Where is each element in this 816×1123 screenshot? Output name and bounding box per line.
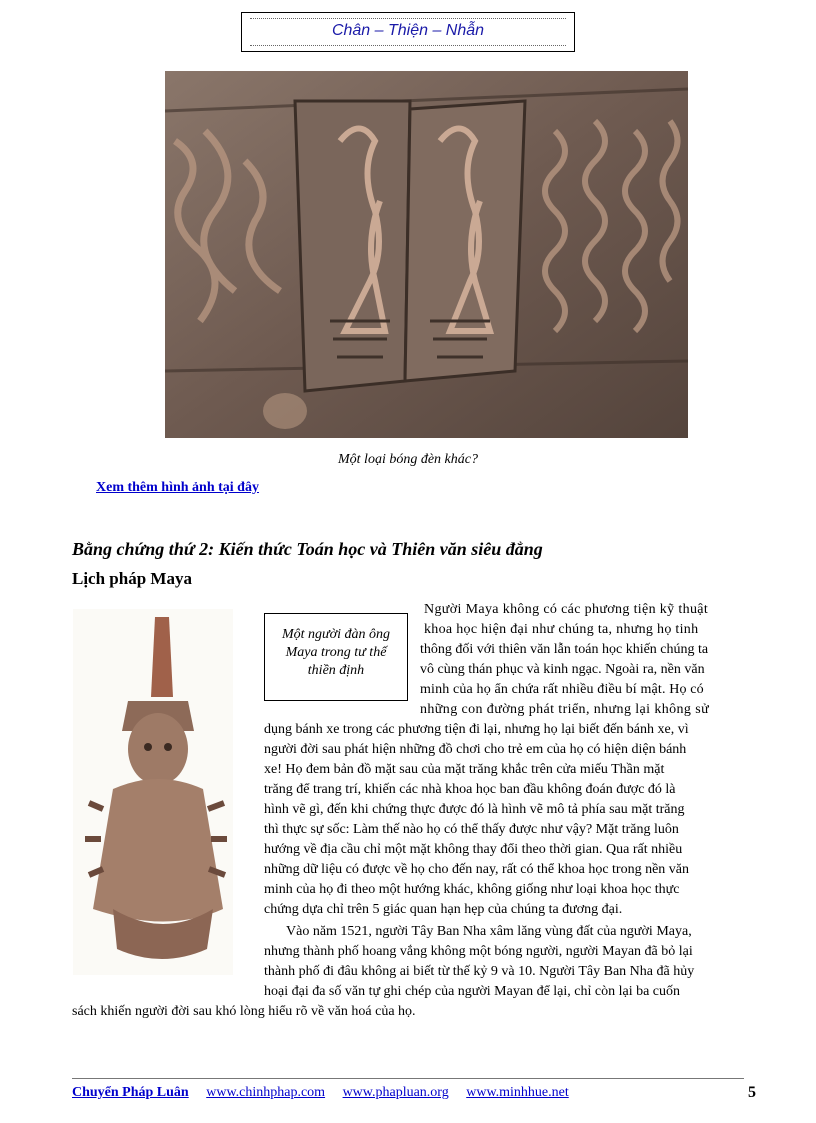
footer-link-minhhue[interactable]: www.minhhue.net <box>466 1085 569 1100</box>
footer-link-phapluan[interactable]: www.phapluan.org <box>342 1085 449 1100</box>
header-title: Chân – Thiện – Nhẫn <box>331 22 485 39</box>
text-line: minh của họ ẩn chứa rất nhiều điều bí mật. Họ có <box>420 682 704 697</box>
text-line: minh của họ đi theo một hướng khác, không giống như loại khoa học thực <box>264 882 680 897</box>
figure-caption: Một loại bóng đèn khác? <box>338 452 478 467</box>
text-line: xe! Họ đem bản đồ mặt sau của mặt trăng khắc trên cửa miếu Thần mặt <box>264 762 665 777</box>
header-dotted-rule <box>250 45 566 46</box>
text-line: hướng về địa cầu chỉ một mặt không thay đổi theo thời gian. Qua rất nhiều <box>264 842 683 857</box>
text-line: sách khiến người đời sau khó lòng hiểu rõ về văn hoá của họ. <box>72 1004 416 1019</box>
text-line: thì thực sự sốc: Làm thế nào họ có thể thấy được như vậy? Mặt trăng luôn <box>264 822 679 837</box>
header-dotted-rule <box>250 18 566 19</box>
maya-statue-photo <box>73 609 233 975</box>
text-line: Vào năm 1521, người Tây Ban Nha xâm lăng vùng đất của người Maya, <box>286 924 692 939</box>
text-line: những dữ liệu có được về họ cho đến nay, rất có thể khoa học trong nền văn <box>264 862 690 877</box>
text-line: thành phố đi đâu không ai biết từ thế kỷ 9 và 10. Người Tây Ban Nha đã hủy <box>264 964 695 979</box>
more-images-link[interactable]: Xem thêm hình ảnh tại đây <box>96 480 259 495</box>
stone-carving-photo <box>165 71 688 438</box>
header-box <box>241 12 575 52</box>
text-line: thông đối với thiên văn lẫn toán học khiến chúng ta <box>420 642 709 657</box>
page-number: 5 <box>748 1084 756 1101</box>
footer <box>72 1085 569 1101</box>
text-line: những con đường phát triển, nhưng lại không sử <box>420 702 710 717</box>
text-line: vô cùng thán phục và kinh ngạc. Ngoài ra, nền văn <box>420 662 705 677</box>
text-line: trăng để trang trí, khiến các nhà khoa học ban đầu không đoán được đó là <box>264 782 676 797</box>
footer-link-chinhphap[interactable]: www.chinhphap.com <box>206 1085 326 1100</box>
section-heading: Bằng chứng thứ 2: Kiến thức Toán học và Thiên văn siêu đẳng <box>72 539 543 559</box>
text-line: nhưng thành phố hoang vắng không một bóng người, người Mayan đã bỏ lại <box>264 944 693 959</box>
text-line: hình vẽ gì, đến khi chứng thực được đó là hình vẽ mô tả phía sau mặt trăng <box>264 802 685 817</box>
section-subheading: Lịch pháp Maya <box>72 569 192 588</box>
footer-rule <box>72 1078 744 1079</box>
text-line: Người Maya không có các phương tiện kỹ thuật <box>424 602 709 617</box>
text-line: khoa học hiện đại như chúng ta, nhưng họ tinh <box>424 622 699 637</box>
footer-brand-link[interactable]: Chuyển Pháp Luân <box>72 1085 189 1100</box>
text-line: chứng dựa chỉ trên 5 giác quan hạn hẹp của chúng ta đương đại. <box>264 902 623 917</box>
image-callout: Một người đàn ông Maya trong tư thế thiền định <box>264 613 408 701</box>
text-line: hoại đại đa số văn tự ghi chép của người Mayan để lại, chỉ còn lại ba cuốn <box>264 984 681 999</box>
text-line: dụng bánh xe trong các phương tiện đi lại, nhưng họ lại biết đến bánh xe, vì <box>264 722 689 737</box>
text-line: người đời sau phát hiện những đồ chơi cho trẻ em của họ có hiện diện bánh <box>264 742 687 757</box>
